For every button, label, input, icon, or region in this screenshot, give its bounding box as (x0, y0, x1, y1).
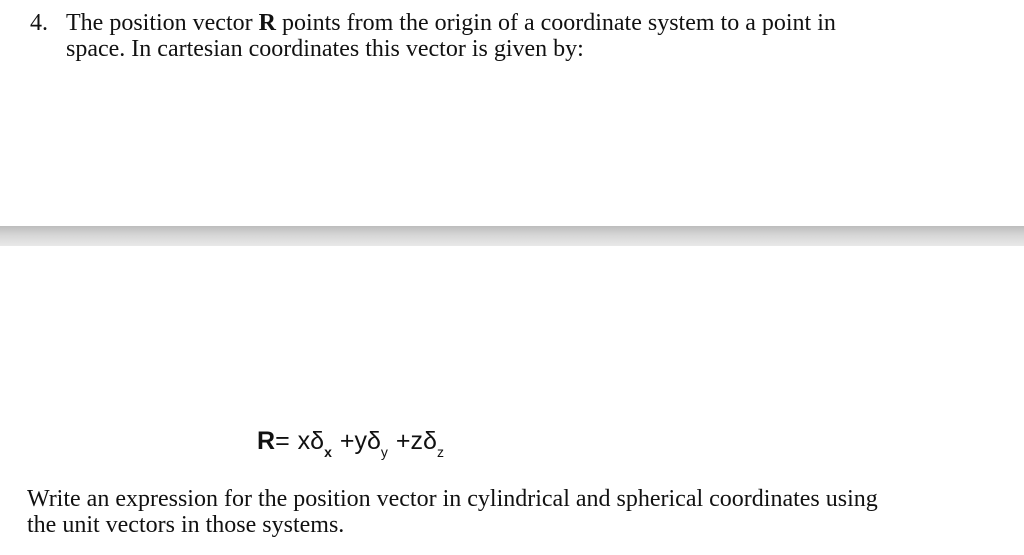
task-line-1: Write an expression for the position vector in cylindrical and spherical coordinates using (27, 486, 878, 512)
term1-subscript: x (324, 444, 332, 460)
task-line-2: the unit vectors in those systems. (27, 512, 345, 538)
problem-number: 4. (30, 10, 48, 36)
equation-lhs: R (257, 427, 276, 455)
plus-sign-2: + (395, 427, 411, 455)
term3-unit-vector: δ (423, 427, 437, 455)
problem-intro: The position vector (66, 10, 259, 36)
term3-subscript: z (436, 444, 444, 460)
problem-statement (30, 10, 990, 62)
term2-unit-vector: δ (367, 427, 381, 455)
term3-coefficient: z (410, 427, 424, 455)
section-divider (0, 226, 1024, 246)
term2-coefficient: y (354, 427, 367, 455)
problem-line-2: space. In cartesian coordinates this vector is given by: (66, 36, 584, 62)
vector-symbol: R (258, 10, 276, 36)
task-statement (27, 486, 987, 538)
term1-unit-vector: δ (310, 427, 325, 455)
position-vector-equation (257, 424, 444, 458)
plus-sign-1: + (339, 427, 355, 455)
term1-coefficient: x (297, 427, 311, 455)
problem-line-1 (66, 10, 990, 36)
problem-text (66, 10, 990, 62)
problem-line-1-rest: points from the origin of a coordinate system to a point in (275, 10, 836, 36)
term2-subscript: y (380, 444, 388, 460)
equals-sign: = (275, 427, 290, 455)
